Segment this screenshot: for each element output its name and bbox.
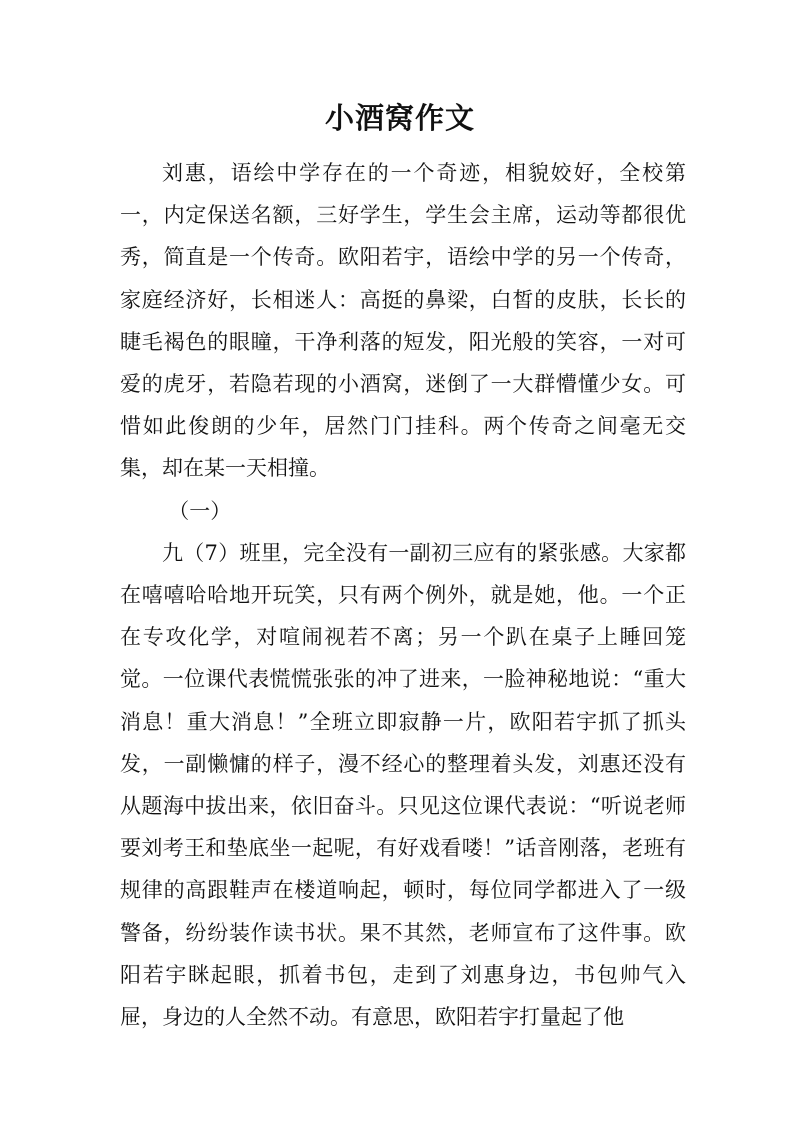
document-title: 小酒窝作文: [324, 101, 475, 135]
document-body: [120, 152, 686, 1038]
paragraph-intro: 刘惠，语绘中学存在的一个奇迹，相貌姣好，全校第一，内定保送名额，三好学生，学生会主席，运动等都很优秀，简直是一个传奇。欧阳若宇，语绘中学的另一个传奇，家庭经济好，长相迷人：高挺的鼻梁，白皙的皮肤，长长的睫毛褐色的眼瞳，干净利落的短发，阳光般的笑容，一对可爱的虎牙，若隐若现的小酒窝，迷倒了一大群懵懂少女。可惜如此俊朗的少年，居然门门挂科。两个传奇之间毫无交集，却在某一天相撞。: [120, 161, 686, 481]
section-heading: （一）: [168, 498, 232, 523]
paragraph-section-one: 九（7）班里，完全没有一副初三应有的紧张感。大家都在嘻嘻哈哈地开玩笑，只有两个例外，就是她，他。一个正在专攻化学，对喧闹视若不离；另一个趴在桌子上睡回笼觉。一位课代表慌慌张张的冲了进来，一脸神秘地说：“重大消息！重大消息！”全班立即寂静一片，欧阳若宇抓了抓头发，一副懒慵的样子，漫不经心的整理着头发，刘惠还没有从题海中拔出来，依旧奋斗。只见这位课代表说：“听说老师要刘考王和垫底坐一起呢，有好戏看喽！”话音刚落，老班有规律的高跟鞋声在楼道响起，顿时，每位同学都进入了一级警备，纷纷装作读书状。果不其然，老师宣布了这件事。欧阳若宇眯起眼，抓着书包，走到了刘惠身边，书包帅气入屉，身边的人全然不动。有意思，欧阳若宇打量起了他: [120, 540, 686, 1030]
